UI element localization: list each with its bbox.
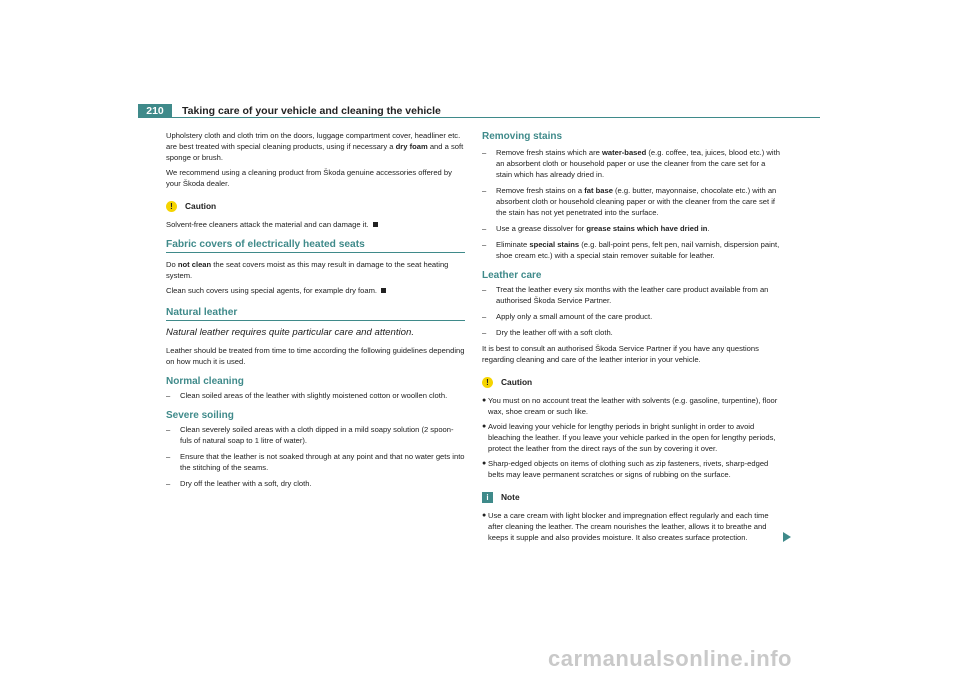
caution-title: Caution bbox=[185, 200, 217, 211]
leather-care-heading: Leather care bbox=[482, 270, 542, 281]
section-end-icon bbox=[381, 288, 386, 293]
fabric-paragraph-2: Clean such covers using special agents, for example dry foam. bbox=[166, 285, 465, 296]
section-end-icon bbox=[373, 222, 378, 227]
intro-paragraph-1: Upholstery cloth and cloth trim on the doors, luggage compartment cover, headliner etc. are best treated with special cleaning products, using if necessary a dry foam and a soft sponge or brush. bbox=[166, 131, 464, 162]
list-item: ● You must on no account treat the leather with solvents (e.g. gasoline, turpentine), floor wax, shoe cream or such like. bbox=[482, 396, 778, 416]
list-item: – Ensure that the leather is not soaked through at any point and that no water gets into the stitching of the seams. bbox=[166, 452, 465, 472]
care-paragraph: It is best to consult an authorised Škoda Service Partner if you have any questions regarding cleaning and care of the leather interior in your vehicle. bbox=[482, 344, 759, 364]
leather-heading: Natural leather bbox=[166, 307, 238, 318]
list-item: ● Use a care cream with light blocker and impregnation effect regularly and each time after cleaning the leather. The cream nourishes the leather, allows it to breathe and keeps it supple and also provides moisture. It also creates surface protection. bbox=[482, 511, 769, 542]
intro-paragraph-2: We recommend using a cleaning product from Škoda genuine accessories offered by your Škoda dealer. bbox=[166, 168, 452, 188]
note-title: Note bbox=[501, 491, 520, 502]
next-page-arrow-icon[interactable] bbox=[783, 532, 791, 542]
watermark: carmanualsonline.info bbox=[548, 646, 792, 671]
fabric-section-header bbox=[166, 238, 465, 253]
page-header bbox=[138, 104, 820, 118]
list-item: – Dry the leather off with a soft cloth. bbox=[482, 328, 613, 337]
info-icon: i bbox=[482, 492, 493, 503]
right-column bbox=[482, 130, 780, 547]
leather-subtitle: Natural leather requires quite particular care and attention. bbox=[166, 327, 414, 338]
leather-section-header bbox=[166, 306, 465, 321]
header-rule bbox=[138, 117, 820, 118]
list-item: ● Sharp-edged objects on items of clothing such as zip fasteners, rivets, sharp-edged belts may leave permanent scratches or signs of rubbing on the surface. bbox=[482, 459, 769, 479]
list-item: ● Avoid leaving your vehicle for lengthy periods in bright sunlight in order to avoid bleaching the leather. If you leave your vehicle parked in the open for lengthy periods, protect the leather from the direct rays of the sun by covering it over. bbox=[482, 422, 776, 453]
list-item: – Remove fresh stains on a fat base (e.g. butter, mayonnaise, chocolate etc.) with an absorbent cloth or household cleaning paper or with the cleaner from the care set if the stain has not yet penetrated into the surface. bbox=[482, 186, 777, 217]
list-item: – Eliminate special stains (e.g. ball-point pens, felt pen, nail varnish, dispersion paint, shoe cream etc.) with a special stain remover suitable for leather. bbox=[482, 240, 780, 260]
note-box bbox=[482, 488, 780, 506]
warning-icon: ! bbox=[482, 377, 493, 388]
list-item: – Remove fresh stains which are water-based (e.g. coffee, tea, juices, blood etc.) with an absorbent cloth or household paper or use the cleaner from the care set for a stain which has already dried in. bbox=[482, 148, 780, 179]
list-item: – Clean soiled areas of the leather with slightly moistened cotton or woollen cloth. bbox=[166, 391, 448, 400]
list-item: – Treat the leather every six months with the leather care product available from an authorised Škoda Service Partner. bbox=[482, 285, 769, 305]
fabric-paragraph-1: Do not clean the seat covers moist as this may result in damage to the seat heating system. bbox=[166, 260, 449, 280]
caution-title: Caution bbox=[501, 376, 533, 387]
list-item: – Apply only a small amount of the care product. bbox=[482, 312, 653, 321]
caution-box-1 bbox=[166, 197, 465, 215]
severe-soiling-heading: Severe soiling bbox=[166, 410, 234, 421]
list-item: – Use a grease dissolver for grease stains which have dried in. bbox=[482, 224, 710, 233]
page-number: 210 bbox=[138, 104, 172, 118]
list-item: – Clean severely soiled areas with a cloth dipped in a mild soapy solution (2 spoon-fuls of natural soap to 1 litre of water). bbox=[166, 425, 454, 445]
caution-box-2 bbox=[482, 373, 780, 391]
removing-stains-heading: Removing stains bbox=[482, 131, 563, 142]
caution-text: Solvent-free cleaners attack the material and can damage it. bbox=[166, 219, 465, 230]
fabric-heading: Fabric covers of electrically heated seats bbox=[166, 239, 365, 250]
left-column bbox=[166, 130, 465, 494]
list-item: – Dry off the leather with a soft, dry cloth. bbox=[166, 479, 312, 488]
leather-paragraph: Leather should be treated from time to time according the following guidelines depending on how much it is used. bbox=[166, 346, 465, 366]
warning-icon: ! bbox=[166, 201, 177, 212]
chapter-title: Taking care of your vehicle and cleaning the vehicle bbox=[182, 105, 441, 117]
normal-cleaning-heading: Normal cleaning bbox=[166, 376, 244, 387]
